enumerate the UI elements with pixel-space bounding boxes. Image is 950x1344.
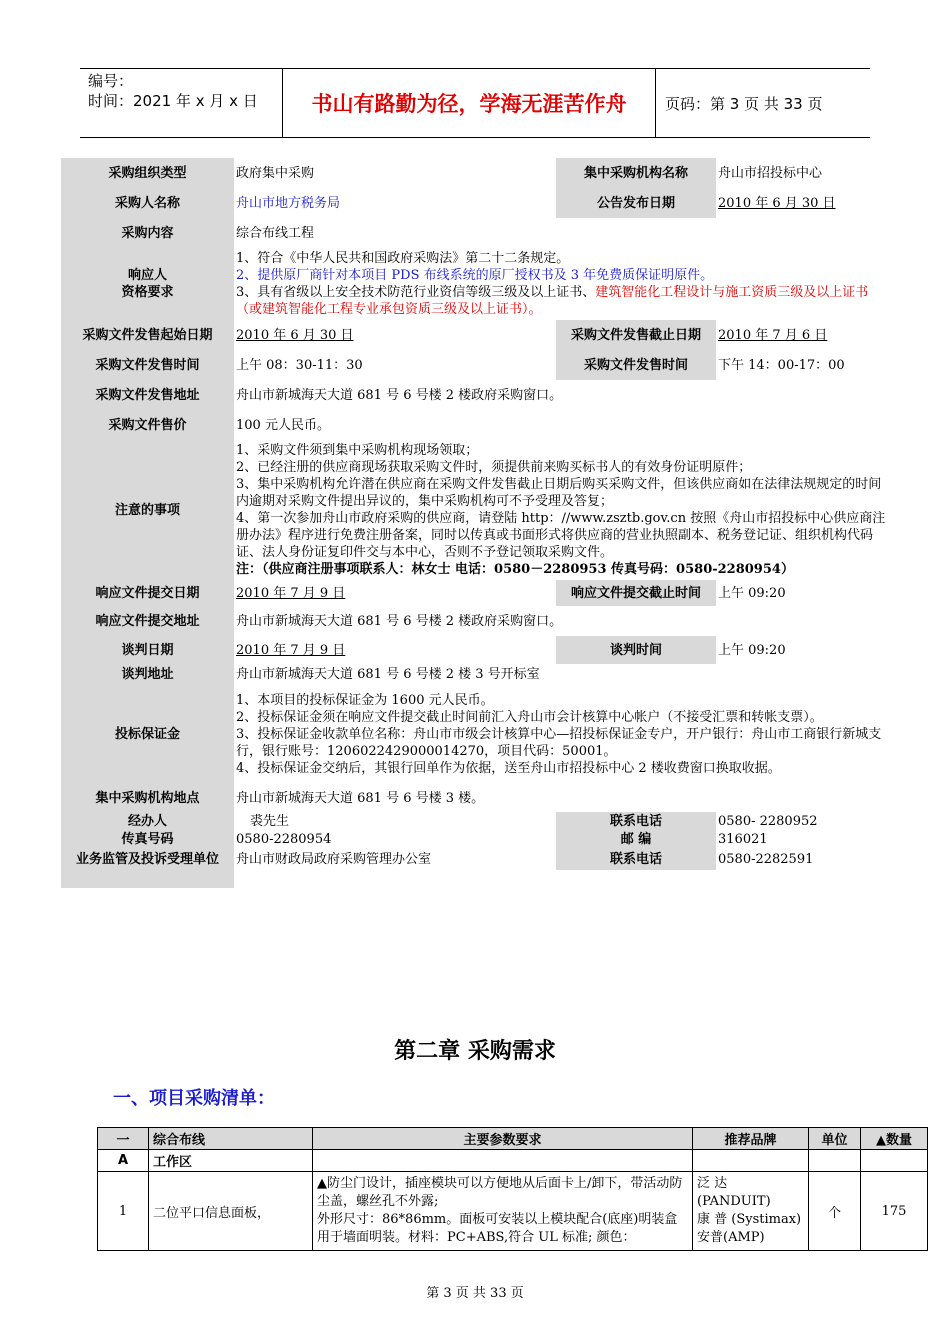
note-item: 4、第一次参加舟山市政府采购的供应商，请登陆 http：//www.zsztb.gov.cn 按照《舟山市招投标中心供应商注册办法》程序进行免费注册备案，同时以传真或书面形式将供应商的营业执照副本、税务登记证、组织机构代码证、法人身份证复印件交与本中心，否则不予登记领取采购文件。	[236, 511, 886, 560]
item-quantity: 175	[861, 1172, 928, 1251]
info-label: 公告发布日期	[556, 188, 716, 218]
row-number: 1	[98, 1172, 149, 1251]
info-label: 谈判地址	[61, 664, 234, 684]
bond-details	[234, 684, 888, 784]
item-brands	[693, 1172, 809, 1251]
info-row	[61, 350, 888, 380]
note-item: 2、已经注册的供应商现场获取采购文件时，须提供前来购买标书人的有效身份证明原件；	[236, 460, 752, 475]
section-title: 一、项目采购清单：	[113, 1088, 275, 1109]
table-row	[98, 1172, 928, 1251]
info-row	[61, 188, 888, 218]
group-id: A	[98, 1150, 149, 1172]
document-time: 时间：2021 年 x 月 x 日	[88, 92, 258, 110]
document-price: 100 元人民币。	[236, 417, 330, 433]
zip-code: 316021	[718, 831, 768, 847]
column-header: 综合布线	[149, 1128, 313, 1150]
spec-line: ▲防尘门设计，插座模块可以方便地从后面卡上/卸下，带活动防尘盖，螺丝孔不外露;	[317, 1176, 683, 1209]
info-label: 采购文件售价	[61, 410, 234, 440]
document-number: 编号：	[88, 72, 134, 90]
info-row	[61, 580, 888, 606]
info-row	[61, 848, 888, 870]
notes	[234, 440, 888, 580]
info-row	[61, 606, 888, 636]
note-item: 1、采购文件须到集中采购机构现场领取；	[236, 443, 479, 458]
column-header: 单位	[809, 1128, 861, 1150]
fax-number: 0580-2280954	[236, 831, 332, 847]
qualification-item: 2、提供原厂商针对本项目 PDS 布线系统的原厂授权书及 3 年免费质保证明原件。	[236, 268, 714, 283]
group-name: 工作区	[149, 1150, 313, 1172]
info-row	[61, 380, 888, 410]
info-label: 采购文件发售起始日期	[61, 320, 234, 350]
info-label-empty	[61, 870, 234, 888]
info-label: 谈判日期	[61, 636, 234, 664]
info-row-spacer	[61, 870, 888, 888]
note-item: 3、集中采购机构允许潜在供应商在采购文件发售截止日期后购买采购文件，但该供应商如在法律法规规定的时间内逾期对采购文件提出异议的，集中采购机构可不予受理及答复；	[236, 477, 882, 509]
info-row	[61, 830, 888, 848]
info-label: 谈判时间	[556, 636, 716, 664]
info-value: 舟山市招投标中心	[718, 165, 823, 181]
note-item: 注：（供应商注册事项联系人：林女士 电话：0580－2280953 传真号码：0580-2280954）	[236, 562, 794, 577]
negotiation-date: 2010 年 7 月 9 日	[236, 642, 346, 658]
info-label: 响应文件提交日期	[61, 580, 234, 606]
info-value: 政府集中采购	[236, 165, 315, 181]
header-page-number: 页码：第 3 页 共 33 页	[665, 94, 823, 113]
brand-line: 泛 达	[697, 1176, 728, 1191]
purchase-list-table	[97, 1127, 928, 1251]
info-label: 响应文件提交地址	[61, 606, 234, 636]
info-label: 联系电话	[556, 848, 716, 870]
column-header: 一	[98, 1128, 149, 1150]
info-label: 采购文件发售时间	[61, 350, 234, 380]
bond-item: 3、投标保证金收款单位名称：舟山市市级会计核算中心—招投标保证金专户，开户银行：舟山市工商银行新城支行，银行账号：1206022429000014270，项目代码：50001。	[236, 726, 882, 759]
negotiation-time: 上午 09:20	[718, 642, 786, 658]
info-label: 采购文件发售截止日期	[556, 320, 716, 350]
sale-end-date: 2010 年 7 月 6 日	[718, 327, 828, 343]
header-motto: 书山有路勤为径，学海无涯苦作舟	[283, 69, 656, 137]
info-label: 经办人	[61, 812, 234, 830]
handler-name: 裘先生	[250, 813, 290, 829]
info-label: 邮 编	[556, 830, 716, 848]
info-row	[61, 812, 888, 830]
column-header: 推荐品牌	[693, 1128, 809, 1150]
qualification-item	[236, 284, 886, 318]
supervisor-unit: 舟山市财政局政府采购管理办公室	[236, 851, 432, 867]
submit-deadline: 上午 09:20	[718, 585, 786, 601]
page-header	[80, 68, 870, 138]
info-label	[61, 248, 234, 320]
info-label: 注意的事项	[61, 440, 234, 580]
qualification-text-highlight: 建筑智能化工程设计与施工资质三级及以上证书（或建筑智能化工程专业承包资质三级及以上证书）。	[236, 285, 869, 317]
brand-line: (PANDUIT)	[697, 1194, 771, 1209]
info-row	[61, 410, 888, 440]
qualification-text: 3、具有省级以上安全技术防范行业资信等级三级及以上证书、	[236, 285, 596, 300]
column-header: 主要参数要求	[313, 1128, 693, 1150]
qualification-label-1: 响应人	[127, 268, 167, 283]
item-spec	[313, 1172, 693, 1251]
info-label: 投标保证金	[61, 684, 234, 784]
qualification-label-2: 资格要求	[121, 285, 174, 300]
publish-date: 2010 年 6 月 30 日	[718, 195, 836, 211]
info-row	[61, 158, 888, 188]
sale-start-date: 2010 年 6 月 30 日	[236, 327, 354, 343]
spec-line: 外形尺寸：86*86mm。面板可安装以上模块配合(底座)明装盒用于墙面明装。材料：PC+ABS,符合 UL 标准; 颜色：	[317, 1212, 678, 1245]
column-header: ▲数量	[861, 1128, 928, 1150]
info-row	[61, 320, 888, 350]
procurement-info-table	[61, 158, 888, 888]
info-row	[61, 784, 888, 812]
info-row	[61, 248, 888, 320]
table-header-row	[98, 1128, 928, 1150]
item-unit: 个	[809, 1172, 861, 1251]
group-row	[98, 1150, 928, 1172]
info-value: 综合布线工程	[236, 225, 315, 241]
brand-line: 安普(AMP)	[697, 1230, 765, 1245]
submit-date: 2010 年 7 月 9 日	[236, 585, 346, 601]
info-label: 采购组织类型	[61, 158, 234, 188]
info-value: 舟山市新城海天大道 681 号 6 号楼 2 楼政府采购窗口。	[236, 613, 563, 629]
info-label: 业务监管及投诉受理单位	[61, 848, 234, 870]
purchaser-name: 舟山市地方税务局	[236, 195, 341, 211]
item-name: 二位平口信息面板，	[149, 1172, 313, 1251]
info-label: 采购文件发售地址	[61, 380, 234, 410]
contact-phone: 0580- 2280952	[718, 813, 818, 829]
info-row	[61, 218, 888, 248]
info-label: 联系电话	[556, 812, 716, 830]
info-row	[61, 440, 888, 580]
chapter-title: 第二章 采购需求	[394, 1039, 556, 1064]
qualification-requirements	[234, 248, 888, 320]
info-label: 集中采购机构地点	[61, 784, 234, 812]
bond-item: 4、投标保证金交纳后，其银行回单作为依据，送至舟山市招投标中心 2 楼收费窗口换取收据。	[236, 760, 781, 776]
info-value: 舟山市新城海天大道 681 号 6 号楼 2 楼政府采购窗口。	[236, 387, 563, 403]
sale-time-pm: 下午 14：00-17：00	[718, 357, 845, 373]
info-label: 采购人名称	[61, 188, 234, 218]
info-label: 传真号码	[61, 830, 234, 848]
info-row	[61, 684, 888, 784]
info-row	[61, 664, 888, 684]
sale-time-am: 上午 08：30-11：30	[236, 357, 363, 373]
header-meta	[80, 69, 283, 137]
supervisor-phone: 0580-2282591	[718, 851, 814, 867]
info-row	[61, 636, 888, 664]
negotiation-address: 舟山市新城海天大道 681 号 6 号楼 2 楼 3 号开标室	[236, 666, 540, 682]
info-label: 采购内容	[61, 218, 234, 248]
info-label: 采购文件发售时间	[556, 350, 716, 380]
info-label: 集中采购机构名称	[556, 158, 716, 188]
info-label: 响应文件提交截止时间	[556, 580, 716, 606]
brand-line: 康 普 (Systimax)	[697, 1212, 802, 1227]
qualification-item: 1、符合《中华人民共和国政府采购法》第二十二条规定。	[236, 251, 570, 266]
bond-item: 2、投标保证金须在响应文件提交截止时间前汇入舟山市会计核算中心帐户（不接受汇票和转帐支票）。	[236, 709, 823, 725]
page-footer: 第 3 页 共 33 页	[426, 1286, 524, 1301]
agency-address: 舟山市新城海天大道 681 号 6 号楼 3 楼。	[236, 790, 485, 806]
bond-item: 1、本项目的投标保证金为 1600 元人民币。	[236, 692, 494, 708]
